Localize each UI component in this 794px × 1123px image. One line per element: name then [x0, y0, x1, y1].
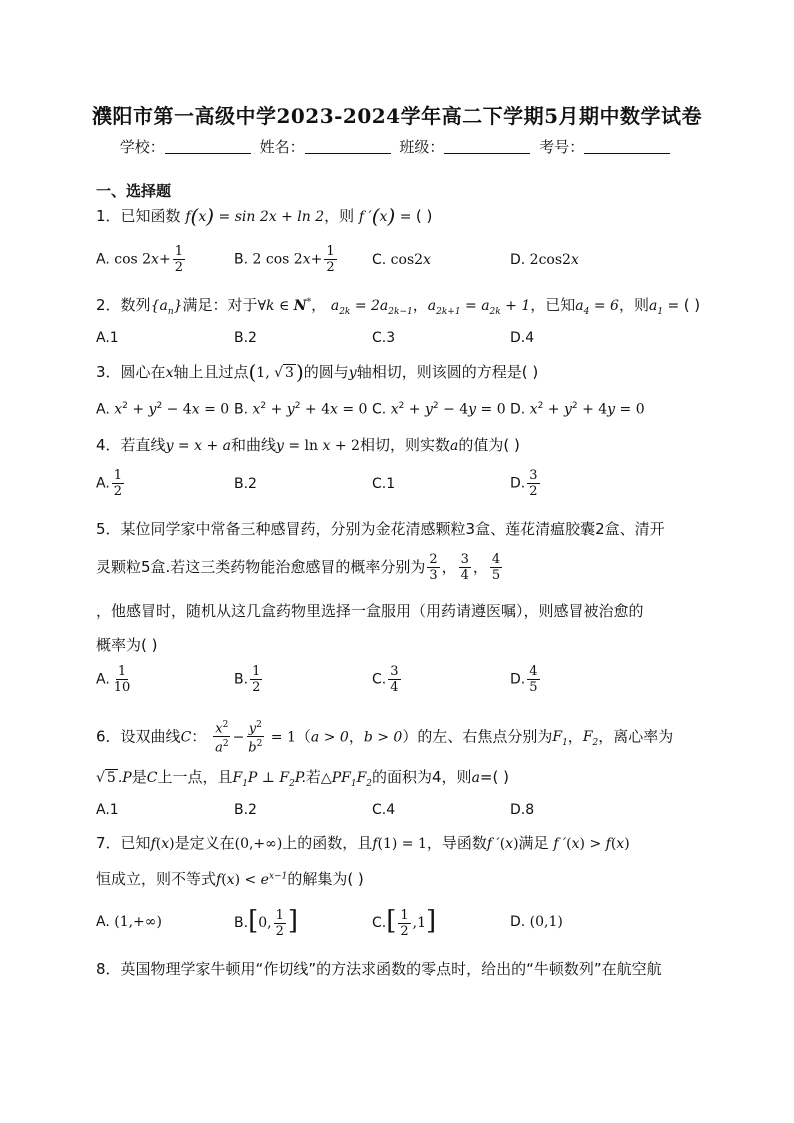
name-blank	[305, 139, 391, 154]
option-a: A.1	[96, 330, 119, 346]
question-6-line-1: 6．设双曲线C： $\frac{x^2}{a^2}$ − $\frac{y^2}{b^2}$ = 1（a > 0，b > 0）的左、右焦点分别为$F_1$，$F_2$，离心率为	[96, 720, 674, 756]
question-text: ( )	[415, 207, 433, 225]
option-d: D. $\frac{4}{5}$	[510, 664, 538, 695]
option-c: C.3	[372, 330, 396, 346]
option-b: B.2	[234, 476, 257, 492]
option-a: A. cos 2x+ $\frac{1}{2}$	[96, 244, 183, 275]
question-6-line-2: √ 5 .P是C上一点，且$F_1P$ ⊥ $F_2P$.若$\triangle PF_1F_2$的面积为4，则a=( )	[96, 768, 509, 789]
option-c: C.[ $\frac{1}{2}$ ,1]	[372, 906, 437, 939]
option-b: B. $\frac{1}{2}$	[234, 664, 261, 695]
question-5-line-1: 5．某位同学家中常备三种感冒药，分别为金花清感颗粒3盒、莲花清瘟胶囊2盒、清开	[96, 520, 665, 538]
school-blank	[165, 139, 251, 154]
number-label: 考号：	[539, 138, 585, 156]
question-5-line-4: 概率为( )	[96, 636, 158, 654]
option-d: D. $x^2 + y^2 + 4y = 0$	[510, 401, 645, 418]
math-expr: f ′(x) =	[358, 204, 416, 228]
option-a: A. $\frac{1}{2}$	[96, 468, 123, 499]
question-8-line-1: 8．英国物理学家牛顿用“作切线”的方法求函数的零点时，给出的“牛顿数列”在航空航	[96, 960, 662, 978]
option-c: C. cos2x	[372, 252, 431, 268]
option-c: C.1	[372, 476, 396, 492]
question-number: 1．	[96, 207, 121, 225]
option-b: B. 2 cos 2x+ $\frac{1}{2}$	[234, 244, 335, 275]
question-5-line-2: 灵颗粒5盒.若这三类药物能治愈感冒的概率分别为 $\frac{2}{3}$ ， $\frac{3}{4}$ ， $\frac{4}{5}$	[96, 552, 501, 583]
option-a: A. $\frac{1}{10}$	[96, 664, 131, 695]
option-b: B.2	[234, 802, 257, 818]
question-7-line-2: 恒成立，则不等式$f(x) < e^{x-1}$的解集为( )	[96, 870, 364, 888]
name-label: 姓名：	[259, 138, 305, 156]
question-text: ，则	[324, 207, 355, 225]
option-b: B.2	[234, 330, 257, 346]
math-expr: f(x) = sin 2x + ln 2	[185, 204, 325, 228]
question-4: 4．若直线y = x + a和曲线y = ln x + 2相切，则实数a的值为( )	[96, 436, 520, 454]
page-title: 濮阳市第一高级中学2023-2024学年高二下学期5月期中数学试卷	[91, 104, 703, 128]
question-5-line-3: ，他感冒时，随机从这几盒药物里选择一盒服用（用药请遵医嘱），则感冒被治愈的	[96, 602, 644, 620]
question-7-line-1: 7．已知f(x)是定义在(0,+∞)上的函数，且f(1) = 1，导函数f ′(x)满足 f ′(x) > f(x)	[96, 834, 630, 852]
question-1	[96, 204, 432, 228]
option-a: A. $x^2 + y^2 - 4x = 0$	[96, 401, 230, 418]
section-heading: 一、选择题	[96, 182, 172, 200]
option-c: C.4	[372, 802, 396, 818]
option-c: C. $x^2 + y^2 - 4y = 0$	[372, 401, 506, 418]
option-b: B. $x^2 + y^2 + 4x = 0$	[234, 401, 368, 418]
option-c: C. $\frac{3}{4}$	[372, 664, 399, 695]
option-d: D.8	[510, 802, 535, 818]
question-3: 3．圆心在x轴上且过点(1, √ 3 )的圆与y轴相切，则该圆的方程是( )	[96, 360, 539, 384]
question-2: 2．数列$\{a_n\}$满足：对于∀k ∈ N*， $a_{2k} = 2a_{2k-1}$，$a_{2k+1} = a_{2k} + 1$，已知$a_4 = 6$，则$a_1$ = ( )	[96, 296, 701, 317]
question-text: 已知函数	[120, 207, 181, 225]
option-a: A. (1,+∞)	[96, 914, 162, 930]
option-a: A.1	[96, 802, 119, 818]
school-label: 学校：	[119, 138, 165, 156]
student-info-line	[0, 136, 794, 157]
class-label: 班级：	[399, 138, 445, 156]
option-d: D. 2cos2x	[510, 252, 579, 268]
class-blank	[444, 139, 530, 154]
number-blank	[584, 139, 670, 154]
option-d: D. (0,1)	[510, 914, 563, 930]
option-d: D. $\frac{3}{2}$	[510, 468, 538, 499]
option-b: B.[0, $\frac{1}{2}$ ]	[234, 906, 299, 939]
option-d: D.4	[510, 330, 535, 346]
